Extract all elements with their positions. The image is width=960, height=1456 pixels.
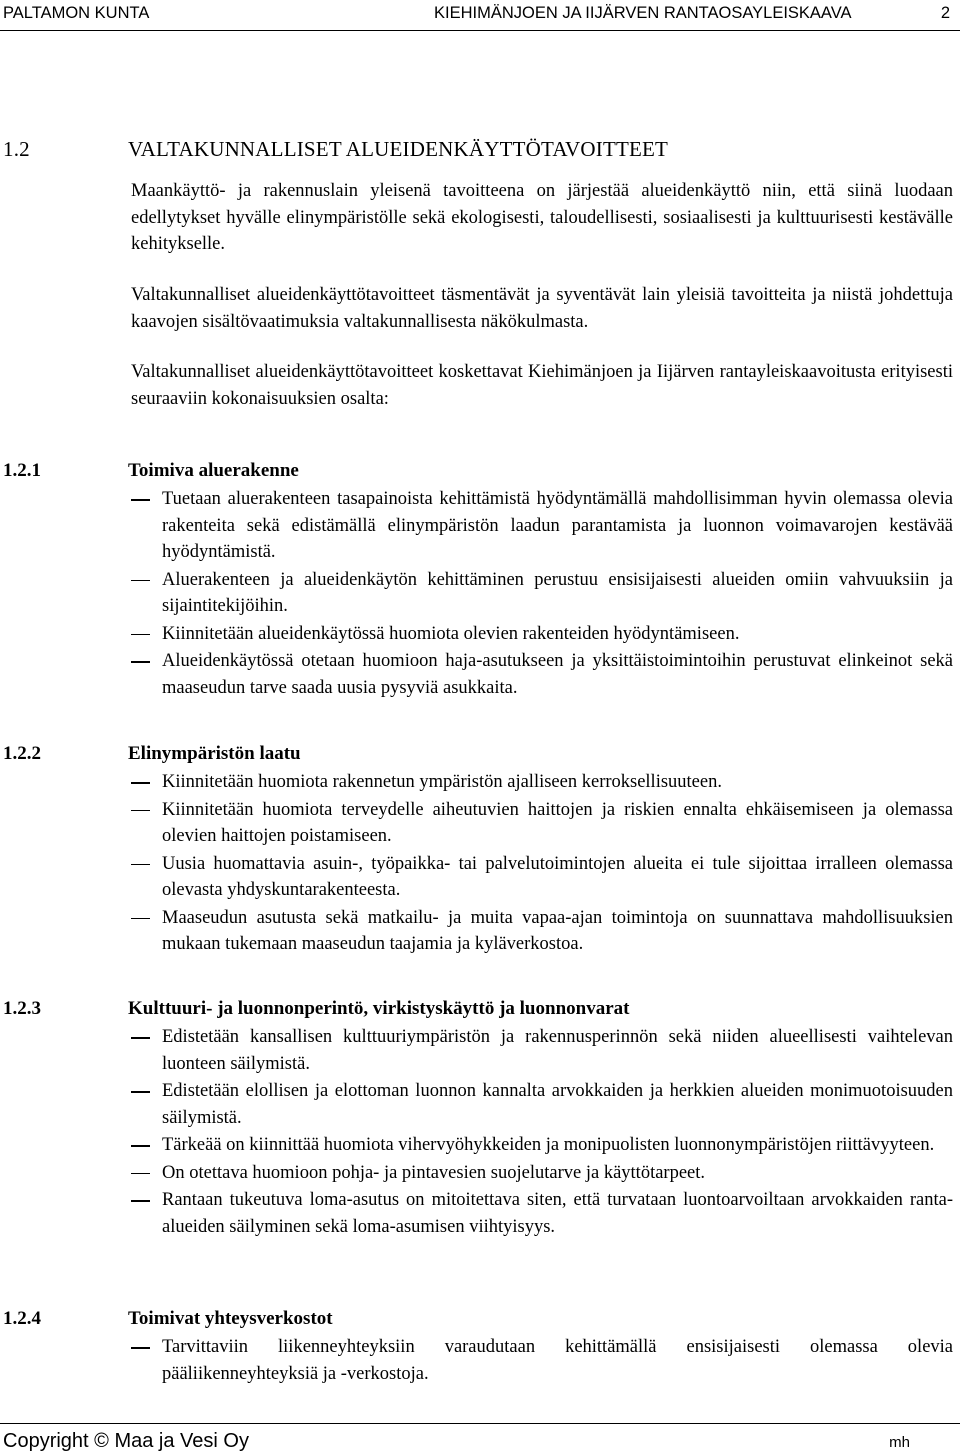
list-item-text: Tuetaan aluerakenteen tasapainoista kehittämistä hyödyntämällä mahdollisimman hyvin olemassa olevia rakenteita sekä edistämällä elinympäristön laadun parantamista ja luonnon voimavarojen kestävää hyödyntämistä. xyxy=(162,489,953,562)
list-item-text: Alueidenkäytössä otetaan huomioon haja-asutukseen ja yksittäistoimintoihin perustuvat elinkeinot sekä maaseudun tarve saada uusia pysyviä asukkaita. xyxy=(162,651,953,698)
bullet-list xyxy=(131,486,953,702)
list-item xyxy=(131,621,953,648)
list-item xyxy=(131,1334,953,1387)
list-item xyxy=(131,851,953,904)
header-page-number: 2 xyxy=(940,4,950,22)
subsection-title: Kulttuuri- ja luonnonperintö, virkistyskäyttö ja luonnonvarat xyxy=(128,998,630,1019)
list-item-text: Kiinnitetään huomiota terveydelle aiheutuvien haittojen ja riskien ennalta ehkäisemiseen ja olemassa olevien haittojen poistamiseen. xyxy=(162,799,953,846)
dash-bullet xyxy=(131,918,150,920)
footer-copyright: Copyright © Maa ja Vesi Oy xyxy=(3,1430,249,1452)
header-document-title: KIEHIMÄNJOEN JA IIJÄRVEN RANTAOSAYLEISKAAVA xyxy=(434,4,852,22)
list-item xyxy=(131,486,953,566)
list-item-text: Edistetään kansallisen kulttuuriympäristön ja rakennusperinnön sekä niiden alueellisesti vaihtelevan luonteen säilymistä. xyxy=(162,1027,953,1074)
dash-bullet xyxy=(131,580,150,582)
page-header xyxy=(0,0,960,31)
list-item xyxy=(131,905,953,958)
dash-bullet xyxy=(131,634,150,636)
list-item xyxy=(131,1160,953,1187)
dash-bullet xyxy=(131,1200,150,1202)
intro-paragraph-1: Maankäyttö- ja rakennuslain yleisenä tavoitteena on järjestää alueidenkäyttö niin, että siinä luodaan edellytykset hyvälle elinympäristölle sekä ekologisesti, taloudellisesti, sosiaalisesti ja kulttuurisesti kestävälle kehitykselle. xyxy=(131,181,953,254)
dash-bullet xyxy=(131,1347,150,1349)
page-footer xyxy=(0,1423,960,1456)
subsection-number: 1.2.3 xyxy=(3,998,41,1019)
list-item-text: Maaseudun asutusta sekä matkailu- ja muita vapaa-ajan toimintoja on suunnattava mahdollisuuksien mukaan tukemaan maaseudun taajamia ja kyläverkostoa. xyxy=(162,907,953,954)
list-item-text: Uusia huomattavia asuin-, työpaikka- tai palvelutoimintojen alueita ei tule sijoittaa irralleen olemassa olevasta yhdyskuntarakenteesta. xyxy=(162,853,953,900)
intro-paragraph-3: Valtakunnalliset alueidenkäyttötavoitteet koskettavat Kiehimänjoen ja Iijärven rantayleiskaavoitusta erityisesti seuraaviin kokonaisuuksien osalta: xyxy=(131,362,953,409)
list-item-text: Kiinnitetään huomiota rakennetun ympäristön ajalliseen kerroksellisuuteen. xyxy=(162,772,722,792)
bullet-list xyxy=(131,1024,953,1241)
list-item xyxy=(131,1132,953,1159)
list-item xyxy=(131,797,953,850)
dash-bullet xyxy=(131,1145,150,1147)
list-item-text: Edistetään elollisen ja elottoman luonnon kannalta arvokkaiden ja herkkien alueiden monimuotoisuuden säilymistä. xyxy=(162,1081,953,1128)
section-title: VALTAKUNNALLISET ALUEIDENKÄYTTÖTAVOITTEET xyxy=(128,137,669,161)
list-item-text: Rantaan tukeutuva loma-asutus on mitoitettava siten, että turvataan luontoarvoiltaan arvokkaiden ranta-alueiden säilyminen sekä loma-asumisen viihtyisyys. xyxy=(162,1190,953,1237)
list-item-text: On otettava huomioon pohja- ja pintavesien suojelutarve ja käyttötarpeet. xyxy=(162,1162,706,1183)
list-item xyxy=(131,769,953,796)
list-item xyxy=(131,1187,953,1240)
list-item xyxy=(131,1078,953,1131)
dash-bullet xyxy=(131,864,150,866)
list-item xyxy=(131,567,953,620)
header-municipality: PALTAMON KUNTA xyxy=(3,4,150,22)
list-item xyxy=(131,648,953,701)
subsection-number: 1.2.1 xyxy=(3,460,41,481)
dash-bullet xyxy=(131,499,150,501)
subsection-title: Elinympäristön laatu xyxy=(128,743,301,764)
intro-paragraph-2: Valtakunnalliset alueidenkäyttötavoitteet täsmentävät ja syventävät lain yleisiä tavoitteita ja niistä johdettuja kaavojen sisältövaatimuksia valtakunnallisesta näkökulmasta. xyxy=(131,285,953,332)
subsection-number: 1.2.4 xyxy=(3,1308,41,1329)
bullet-list xyxy=(131,1334,953,1388)
footer-initials: mh xyxy=(889,1434,910,1451)
dash-bullet xyxy=(131,1091,150,1093)
dash-bullet xyxy=(131,1173,150,1175)
dash-bullet xyxy=(131,1037,150,1039)
section-number: 1.2 xyxy=(3,137,30,161)
list-item-text: Kiinnitetään alueidenkäytössä huomiota olevien rakenteiden hyödyntämiseen. xyxy=(162,623,740,644)
subsection-title: Toimivat yhteysverkostot xyxy=(128,1308,333,1329)
list-item-text: Tarvittaviin liikenneyhteyksiin varaudutaan kehittämällä ensisijaisesti olemassa olevia pääliikenneyhteyksiä ja -verkostoja. xyxy=(162,1337,953,1384)
subsection-title: Toimiva aluerakenne xyxy=(128,460,299,481)
dash-bullet xyxy=(131,661,150,663)
list-item xyxy=(131,1024,953,1077)
list-item-text: Aluerakenteen ja alueidenkäytön kehittäminen perustuu ensisijaisesti alueiden omiin vahvuuksiin ja sijaintitekijöihin. xyxy=(162,569,953,616)
list-item-text: Tärkeää on kiinnittää huomiota vihervyöhykkeiden ja monipuolisten luonnonympäristöjen riittävyyteen. xyxy=(162,1135,935,1155)
dash-bullet xyxy=(131,782,150,784)
bullet-list xyxy=(131,769,953,959)
subsection-number: 1.2.2 xyxy=(3,743,41,764)
dash-bullet xyxy=(131,810,150,812)
